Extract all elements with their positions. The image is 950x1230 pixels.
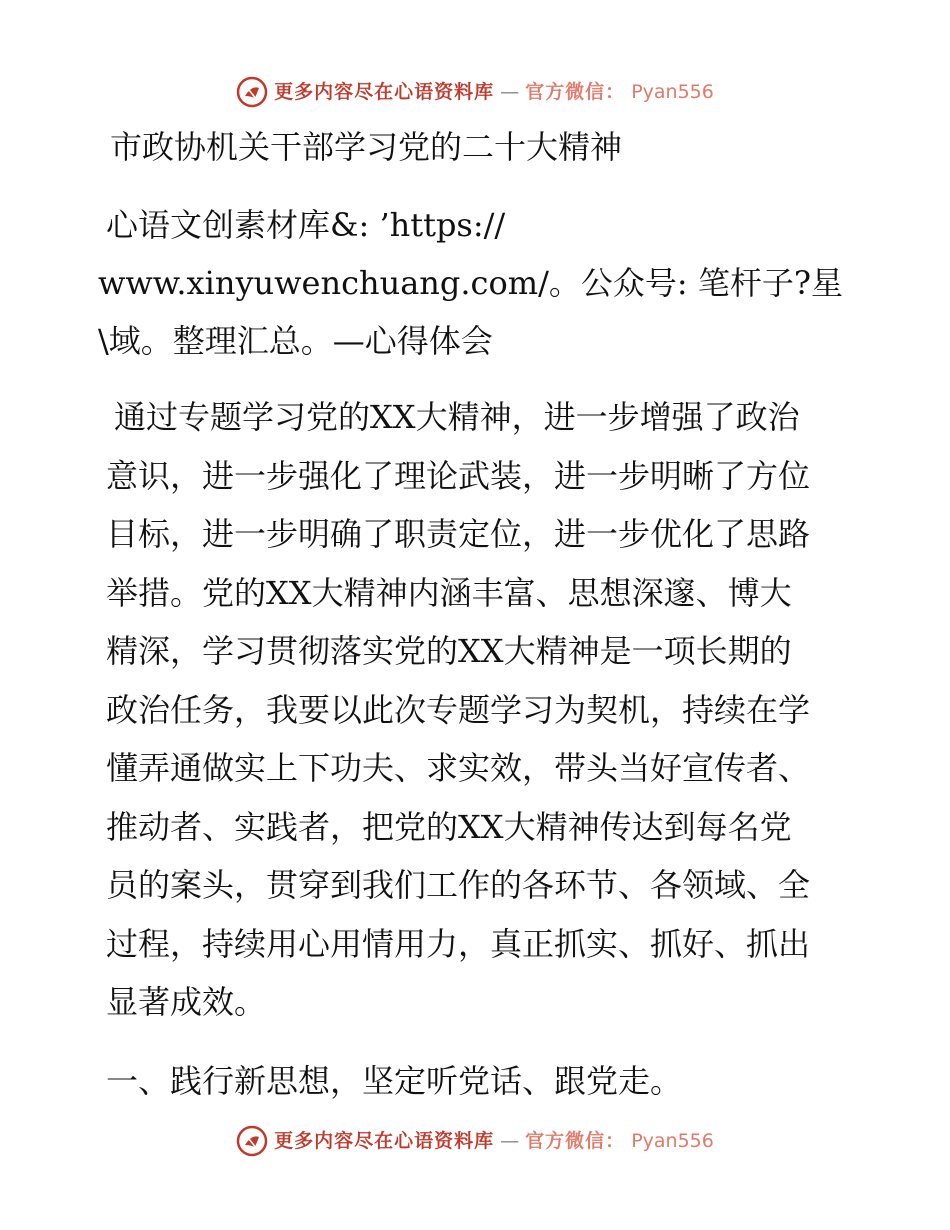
source-line: \域。整理汇总。—心得体会 <box>98 322 493 360</box>
document-title: 市政协机关干部学习党的二十大精神 <box>110 128 623 166</box>
watermark-label: 官方微信： <box>525 1130 626 1152</box>
paragraph-line: 目标，进一步明确了职责定位，进一步优化了思路 <box>106 515 811 553</box>
paragraph-line: 员的案头，贯穿到我们工作的各环节、各领域、全 <box>106 866 811 904</box>
watermark-text: 更多内容尽在心语资料库 <box>274 1130 495 1152</box>
watermark-separator: — <box>500 1130 520 1152</box>
header-watermark <box>0 76 950 108</box>
paragraph-line: 显著成效。 <box>106 983 267 1021</box>
paragraph-line: 政治任务，我要以此次专题学习为契机，持续在学 <box>106 690 811 729</box>
watermark-account: Pyan556 <box>631 1130 714 1152</box>
paragraph-line: 推动者、实践者，把党的XX大精神传达到每名党 <box>106 807 792 846</box>
document-body <box>98 124 858 1110</box>
paragraph-line: 过程，持续用心用情用力，真正抓实、抓好、抓出 <box>106 924 811 963</box>
paragraph-line: 通过专题学习党的XX大精神，进一步增强了政治 <box>114 398 800 436</box>
book-logo-icon <box>236 1125 268 1157</box>
paragraph-line: 举措。党的XX大精神内涵丰富、思想深邃、博大 <box>106 573 792 612</box>
footer-watermark <box>0 1125 950 1157</box>
body-paragraph <box>98 388 858 1032</box>
source-line: www.xinyuwenchuang.com/。公众号: 笔杆子?星 <box>98 264 843 302</box>
watermark-account: Pyan556 <box>631 81 714 103</box>
source-line: 心语文创素材库&: ’https:// <box>106 206 506 244</box>
watermark-label: 官方微信： <box>525 81 626 103</box>
paragraph-line: 意识，进一步强化了理论武装，进一步明晰了方位 <box>106 456 811 495</box>
paragraph-line: 精深，学习贯彻落实党的XX大精神是一项长期的 <box>106 632 792 670</box>
watermark-separator: — <box>500 81 520 103</box>
book-logo-icon <box>236 76 268 108</box>
watermark-text: 更多内容尽在心语资料库 <box>274 81 495 103</box>
source-note <box>98 196 858 370</box>
paragraph-line: 懂弄通做实上下功夫、求实效，带头当好宣传者、 <box>106 749 811 787</box>
section-heading: 一、践行新思想，坚定听党话、跟党走。 <box>106 1061 683 1100</box>
